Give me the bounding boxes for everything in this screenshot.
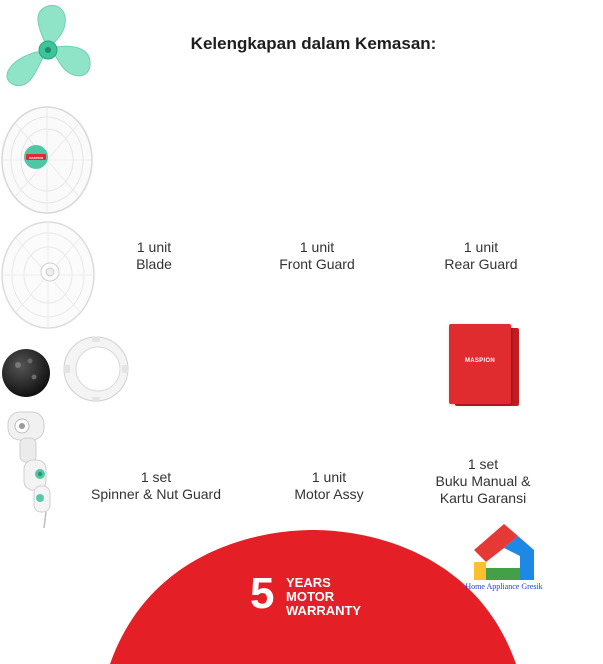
caption-blade: 1 unit Blade bbox=[136, 239, 172, 272]
rear-guard-icon bbox=[0, 220, 96, 330]
watermark bbox=[458, 520, 550, 592]
watermark-text: Home Appliance Gresik bbox=[465, 582, 543, 591]
caption-manual-card: 1 set Buku Manual & Kartu Garansi bbox=[435, 456, 531, 506]
warranty-number: 5 bbox=[250, 569, 275, 618]
caption-rear-guard: 1 unit Rear Guard bbox=[444, 239, 518, 272]
spinner-nut-icon bbox=[0, 335, 134, 405]
home-logo-icon bbox=[458, 520, 550, 582]
manual-brand: MASPION bbox=[464, 358, 496, 364]
caption-spinner-nut-guard: 1 set Spinner & Nut Guard bbox=[91, 469, 221, 502]
motor-assy-icon bbox=[0, 410, 60, 530]
manual-book-icon bbox=[449, 324, 515, 404]
warranty-text: YEARS MOTOR WARRANTY bbox=[286, 575, 362, 618]
item-rear-guard bbox=[0, 220, 603, 335]
caption-motor-assy: 1 unit Motor Assy bbox=[294, 469, 364, 502]
front-guard-brand: MASPION bbox=[28, 156, 44, 160]
page-title: Kelengkapan dalam Kemasan: bbox=[190, 34, 437, 53]
caption-front-guard: 1 unit Front Guard bbox=[279, 239, 355, 272]
front-guard-icon bbox=[0, 105, 94, 215]
